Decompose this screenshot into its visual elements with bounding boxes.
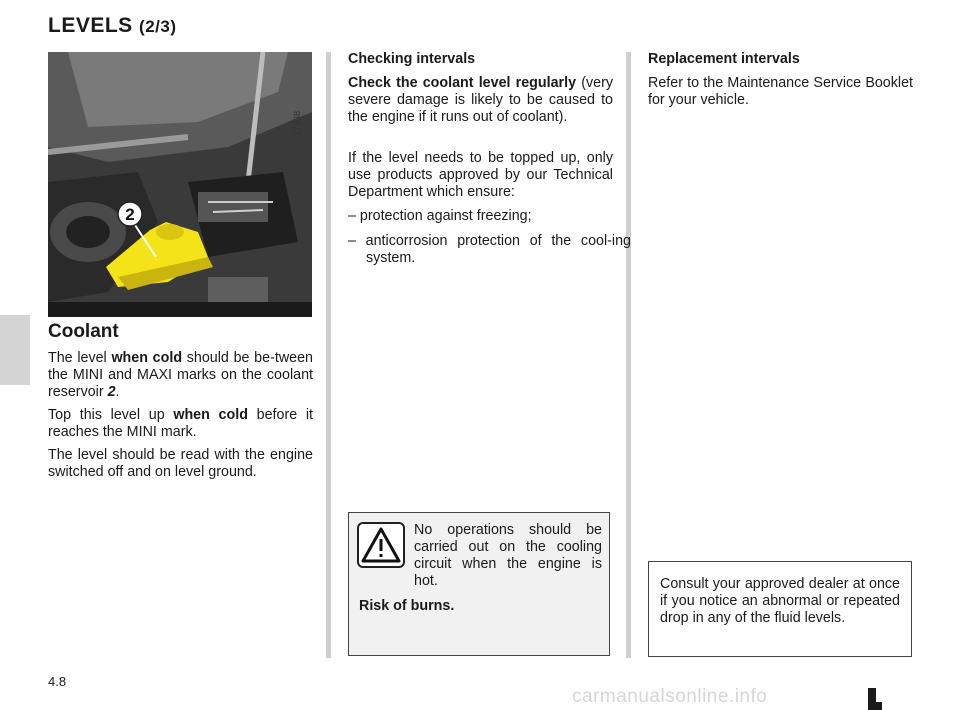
coolant-paragraph-3: The level should be read with the engine switched off and on level ground. bbox=[48, 447, 313, 480]
text-segment: . bbox=[115, 384, 120, 400]
text-segment: Top this level up bbox=[48, 407, 174, 423]
replacement-heading: Replacement intervals bbox=[648, 51, 800, 67]
checking-paragraph-1 bbox=[348, 75, 613, 126]
reference-number: 2 bbox=[107, 384, 116, 400]
column-divider bbox=[626, 52, 631, 658]
column-divider bbox=[326, 52, 331, 658]
end-mark bbox=[868, 688, 876, 710]
section-tab bbox=[0, 315, 30, 385]
emphasis-text: when cold bbox=[173, 407, 248, 423]
text-segment: before it reaches the MINI mark. bbox=[48, 407, 313, 440]
text-segment: (very severe damage is likely to be caused to the engine if it runs out of coolant). bbox=[348, 75, 613, 125]
page-number: 4.8 bbox=[48, 674, 67, 689]
note-text: Consult your approved dealer at once if you notice an abnormal or repeated drop in any of the fluid levels. bbox=[660, 576, 900, 626]
replacement-text: Refer to the Maintenance Service Booklet for your vehicle. bbox=[648, 75, 913, 108]
title-suffix: (2/3) bbox=[139, 17, 177, 36]
title-text: LEVELS bbox=[48, 14, 133, 37]
photo-reference-number: 27338 bbox=[292, 110, 302, 136]
emphasis-text: Check the coolant level regularly bbox=[348, 75, 577, 91]
warning-triangle-icon bbox=[357, 522, 405, 568]
checking-heading: Checking intervals bbox=[348, 51, 476, 67]
list-item: – anticorrosion protection of the cool-ing system. bbox=[348, 233, 631, 266]
list-item: – protection against freezing; bbox=[348, 208, 532, 224]
coolant-heading: Coolant bbox=[48, 321, 119, 342]
engine-bay-photo bbox=[48, 52, 312, 317]
warning-emphasis: Risk of burns. bbox=[359, 598, 455, 614]
checking-paragraph-2: If the level needs to be topped up, only use products approved by our Technical Department which ensure: bbox=[348, 150, 613, 200]
end-mark bbox=[876, 702, 882, 710]
coolant-paragraph-1 bbox=[48, 350, 313, 401]
warning-text: No operations should be carried out on the cooling circuit when the engine is hot. bbox=[414, 522, 602, 589]
page-title bbox=[48, 14, 177, 38]
coolant-paragraph-2 bbox=[48, 407, 313, 441]
photo-reference bbox=[292, 96, 304, 136]
text-segment: should be be-tween the MINI and MAXI marks on the coolant reservoir bbox=[48, 350, 313, 400]
watermark: carmanualsonline.info bbox=[572, 686, 768, 707]
engine-bay-illustration bbox=[48, 52, 312, 317]
emphasis-text: when cold bbox=[111, 350, 183, 366]
callout-label: 2 bbox=[125, 205, 135, 224]
text-segment: The level bbox=[48, 350, 112, 366]
